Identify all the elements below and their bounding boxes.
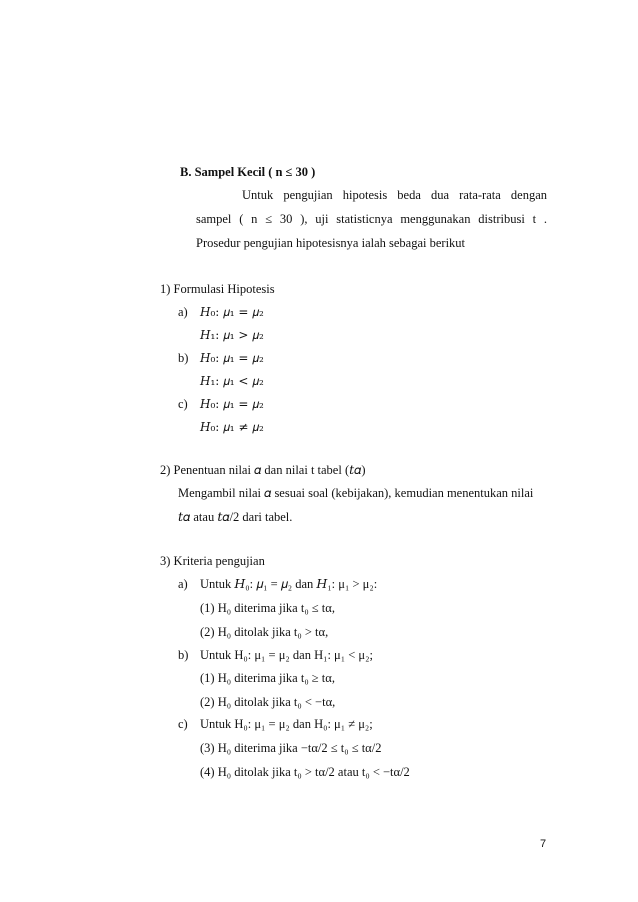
page-number: 7	[540, 838, 547, 850]
step3-case-c-rule-2: (4) H₀ ditolak jika t₀ > tα/2 atau t₀ < −tα/2	[200, 765, 410, 779]
step3-case-b-marker: b)	[178, 648, 189, 662]
intro-line-1: Untuk pengujian hipotesis beda dua rata-rata dengan	[242, 188, 547, 202]
intro-line-3: Prosedur pengujian hipotesisnya ialah sebagai berikut	[196, 236, 466, 250]
step1-item-b-h0: 𝐻₀: 𝜇₁ = 𝜇₂	[200, 351, 264, 365]
step3-case-b-text: Untuk H₀: μ₁ = μ₂ dan H₁: μ₁ < μ₂;	[200, 648, 373, 662]
step1-item-c-marker: c)	[178, 397, 188, 411]
section-heading: B. Sampel Kecil ( n ≤ 30 )	[180, 165, 316, 179]
step3-case-a-rule-2: (2) H₀ ditolak jika t₀ > tα,	[200, 625, 329, 639]
step3-case-a-text: Untuk 𝐻₀: 𝜇₁ = 𝜇₂ dan 𝐻₁: μ₁ > μ₂:	[200, 577, 378, 591]
step1-item-a-marker: a)	[178, 305, 188, 319]
step3-title: 3) Kriteria pengujian	[160, 554, 265, 568]
step3-case-c-marker: c)	[178, 717, 188, 731]
step3-case-a-rule-1: (1) H₀ diterima jika t₀ ≤ tα,	[200, 601, 335, 615]
step3-case-b-rule-1: (1) H₀ diterima jika t₀ ≥ tα,	[200, 671, 335, 685]
step1-item-c-h1: 𝐻₀: 𝜇₁ ≠ 𝜇₂	[200, 420, 264, 434]
step1-item-c-h0: 𝐻₀: 𝜇₁ = 𝜇₂	[200, 397, 264, 411]
step3-case-c-rule-1: (3) H₀ diterima jika −tα/2 ≤ t₀ ≤ tα/2	[200, 741, 382, 755]
step2-title: 2) Penentuan nilai 𝛼 dan nilai t tabel (𝑡𝛼)	[160, 463, 366, 477]
step3-case-b-rule-2: (2) H₀ ditolak jika t₀ < −tα,	[200, 695, 336, 709]
step1-title: 1) Formulasi Hipotesis	[160, 282, 275, 296]
step3-case-c-text: Untuk H₀: μ₁ = μ₂ dan H₀: μ₁ ≠ μ₂;	[200, 717, 373, 731]
step1-item-b-marker: b)	[178, 351, 189, 365]
step1-item-b-h1: 𝐻₁: 𝜇₁ < 𝜇₂	[200, 374, 264, 388]
step2-line-2: 𝑡𝛼 atau 𝑡𝛼/2 dari tabel.	[178, 510, 293, 524]
intro-line-2: sampel ( n ≤ 30 ), uji statisticnya menggunakan distribusi t .	[196, 212, 547, 226]
step1-item-a-h1: 𝐻₁: 𝜇₁ > 𝜇₂	[200, 328, 264, 342]
step3-case-a-marker: a)	[178, 577, 188, 591]
step1-item-a-h0: 𝐻₀: 𝜇₁ = 𝜇₂	[200, 305, 264, 319]
step2-line-1: Mengambil nilai 𝛼 sesuai soal (kebijakan), kemudian menentukan nilai	[178, 486, 534, 500]
